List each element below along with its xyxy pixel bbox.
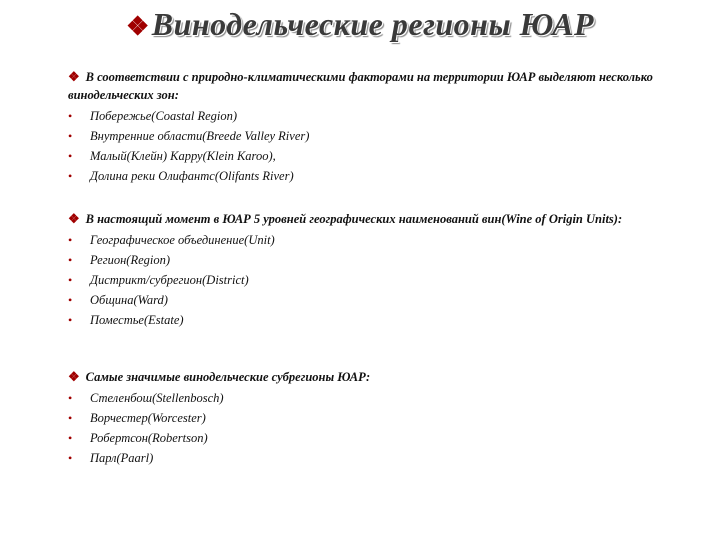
dot-bullet-icon: • — [68, 313, 73, 327]
list-item-text: Стеленбош(Stellenbosch) — [90, 391, 224, 405]
section-heading — [68, 368, 668, 386]
diamond-bullet-icon: ❖ — [125, 12, 150, 41]
list-item-text: Географическое объединение(Unit) — [90, 233, 275, 247]
list-item — [68, 448, 668, 468]
bullet-list — [68, 230, 668, 330]
list-item — [68, 290, 668, 310]
bullet-list — [68, 388, 668, 468]
list-item — [68, 126, 668, 146]
list-item — [68, 250, 668, 270]
dot-bullet-icon: • — [68, 431, 73, 445]
list-item-text: Регион(Region) — [90, 253, 171, 267]
section-heading-text: В соответствии с природно-климатическими факторами на территории ЮАР выделяют несколько винодельческих зон: — [68, 70, 653, 102]
dot-bullet-icon: • — [68, 391, 73, 405]
list-item-text: Дистрикт/субрегион(District) — [90, 273, 249, 287]
bullet-list — [68, 106, 668, 186]
dot-bullet-icon: • — [68, 273, 73, 287]
list-item — [68, 270, 668, 290]
dot-bullet-icon: • — [68, 411, 73, 425]
section-heading-text: Самые значимые винодельческие субрегионы ЮАР: — [85, 370, 371, 384]
list-item-text: Поместье(Estate) — [90, 313, 184, 327]
dot-bullet-icon: • — [68, 129, 73, 143]
list-item-text: Робертсон(Robertson) — [90, 431, 208, 445]
list-item — [68, 310, 668, 330]
list-item-text: Ворчестер(Worcester) — [90, 411, 206, 425]
dot-bullet-icon: • — [68, 233, 73, 247]
page-title-text: Винодельческие регионы ЮАР — [151, 6, 595, 42]
list-item — [68, 166, 668, 186]
list-item — [68, 106, 668, 126]
section-wine-zones — [68, 68, 668, 186]
diamond-bullet-icon: ❖ — [68, 211, 80, 226]
section-heading — [68, 68, 668, 104]
list-item-text: Долина реки Олифантс(Olifants River) — [90, 169, 294, 183]
list-item-text: Община(Ward) — [90, 293, 168, 307]
dot-bullet-icon: • — [68, 169, 73, 183]
dot-bullet-icon: • — [68, 109, 73, 123]
list-item-text: Побережье(Coastal Region) — [90, 109, 238, 123]
section-heading — [68, 210, 668, 228]
page-title — [0, 6, 720, 43]
list-item — [68, 146, 668, 166]
list-item — [68, 388, 668, 408]
section-subregions — [68, 368, 668, 468]
section-heading-text: В настоящий момент в ЮАР 5 уровней географических наименований вин(Wine of Origin Units): — [85, 212, 623, 226]
list-item — [68, 408, 668, 428]
list-item — [68, 230, 668, 250]
diamond-bullet-icon: ❖ — [68, 69, 80, 84]
dot-bullet-icon: • — [68, 293, 73, 307]
list-item-text: Парл(Paarl) — [90, 451, 154, 465]
dot-bullet-icon: • — [68, 451, 73, 465]
list-item-text: Внутренние области(Breede Valley River) — [90, 129, 310, 143]
section-origin-units — [68, 210, 668, 330]
list-item-text: Малый(Клейн) Карру(Klein Karoo), — [90, 149, 276, 163]
dot-bullet-icon: • — [68, 253, 73, 267]
diamond-bullet-icon: ❖ — [68, 369, 80, 384]
dot-bullet-icon: • — [68, 149, 73, 163]
list-item — [68, 428, 668, 448]
